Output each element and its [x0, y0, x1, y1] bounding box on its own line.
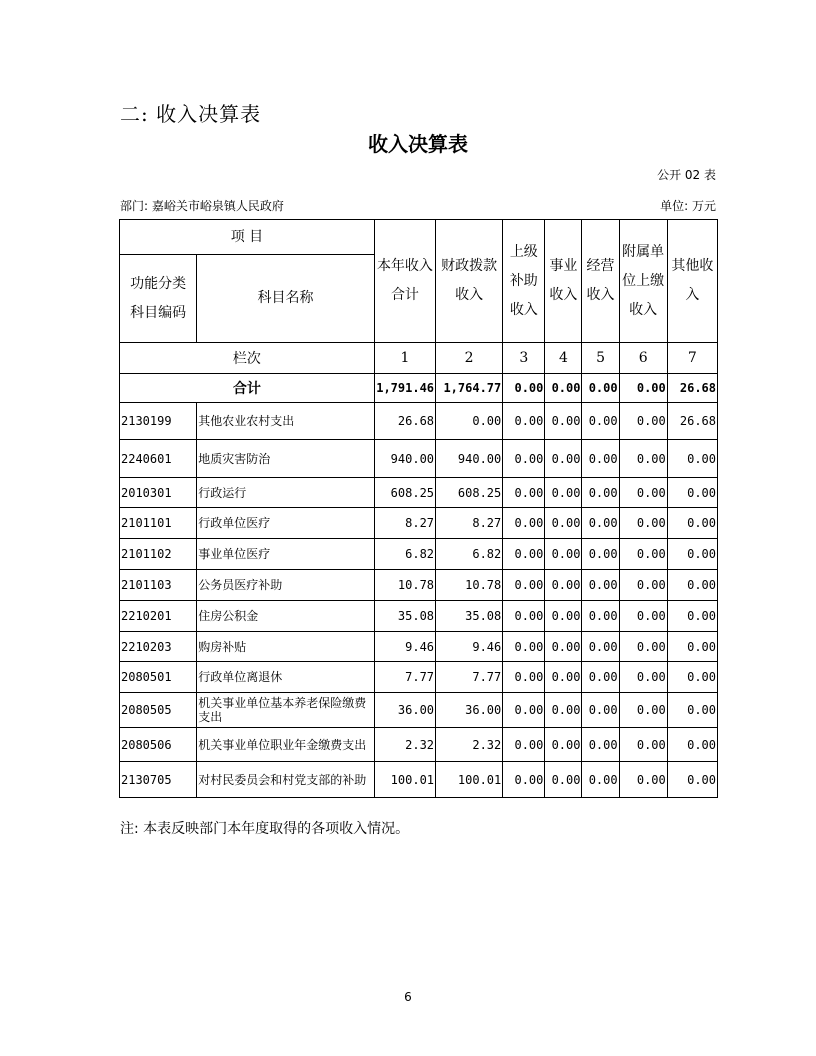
row-value: 0.00 — [619, 539, 667, 570]
row-value: 0.00 — [545, 662, 582, 693]
row-value: 0.00 — [582, 403, 619, 440]
row-value: 0.00 — [667, 570, 717, 601]
row-code: 2130199 — [120, 403, 197, 440]
row-value: 7.77 — [374, 662, 435, 693]
row-value: 0.00 — [545, 762, 582, 798]
row-value: 0.00 — [667, 508, 717, 539]
row-value: 7.77 — [436, 662, 503, 693]
row-value: 0.00 — [545, 403, 582, 440]
total-label: 合计 — [120, 374, 375, 403]
row-value: 10.78 — [436, 570, 503, 601]
row-value: 26.68 — [667, 403, 717, 440]
col-header-3: 上级补助收入 — [503, 220, 545, 343]
page-number: 6 — [404, 990, 412, 1004]
row-value: 0.00 — [619, 728, 667, 762]
row-value: 2.32 — [374, 728, 435, 762]
row-value: 0.00 — [503, 762, 545, 798]
row-code: 2210203 — [120, 632, 197, 662]
row-value: 0.00 — [619, 662, 667, 693]
table-row — [120, 762, 718, 798]
table-row — [120, 539, 718, 570]
row-value: 0.00 — [619, 601, 667, 632]
row-value: 0.00 — [582, 570, 619, 601]
index-cell: 2 — [436, 343, 503, 374]
row-subject-name: 行政单位离退休 — [197, 662, 375, 693]
row-value: 0.00 — [503, 570, 545, 601]
row-subject-name: 机关事业单位基本养老保险缴费支出 — [197, 693, 375, 728]
row-value: 0.00 — [619, 693, 667, 728]
row-code: 2080505 — [120, 693, 197, 728]
row-value: 0.00 — [545, 601, 582, 632]
row-value: 0.00 — [619, 762, 667, 798]
row-value: 0.00 — [582, 440, 619, 478]
row-value: 0.00 — [503, 508, 545, 539]
row-value: 9.46 — [436, 632, 503, 662]
form-number: 公开 02 表 — [657, 168, 716, 182]
row-value: 0.00 — [545, 539, 582, 570]
department-label: 部门: 嘉峪关市峪泉镇人民政府 — [120, 199, 284, 213]
row-value: 0.00 — [545, 632, 582, 662]
unit-label: 单位: 万元 — [660, 199, 716, 213]
row-subject-name: 购房补贴 — [197, 632, 375, 662]
row-value: 0.00 — [503, 440, 545, 478]
index-cell: 4 — [545, 343, 582, 374]
total-cell: 0.00 — [619, 374, 667, 403]
table-row — [120, 403, 718, 440]
row-value: 10.78 — [374, 570, 435, 601]
row-value: 36.00 — [374, 693, 435, 728]
row-code: 2240601 — [120, 440, 197, 478]
row-value: 0.00 — [619, 403, 667, 440]
section-heading: 二: 收入决算表 — [120, 102, 262, 126]
row-value: 35.08 — [436, 601, 503, 632]
table-row — [120, 632, 718, 662]
col-header-2: 财政拨款收入 — [436, 220, 503, 343]
row-value: 0.00 — [545, 693, 582, 728]
row-value: 26.68 — [374, 403, 435, 440]
table-row — [120, 478, 718, 508]
row-code: 2130705 — [120, 762, 197, 798]
row-subject-name: 行政单位医疗 — [197, 508, 375, 539]
row-subject-name: 公务员医疗补助 — [197, 570, 375, 601]
row-value: 0.00 — [503, 601, 545, 632]
row-value: 0.00 — [545, 440, 582, 478]
index-cell: 7 — [667, 343, 717, 374]
header-item: 项 目 — [120, 220, 375, 255]
row-value: 0.00 — [667, 728, 717, 762]
row-code: 2101103 — [120, 570, 197, 601]
table-row — [120, 728, 718, 762]
col-header-5: 经营收入 — [582, 220, 619, 343]
row-code: 2080501 — [120, 662, 197, 693]
row-value: 0.00 — [503, 403, 545, 440]
income-table — [119, 219, 718, 798]
row-value: 0.00 — [582, 662, 619, 693]
page-title: 收入决算表 — [368, 132, 468, 156]
row-value: 36.00 — [436, 693, 503, 728]
row-value: 6.82 — [374, 539, 435, 570]
header-subject-name: 科目名称 — [197, 255, 375, 343]
total-cell: 26.68 — [667, 374, 717, 403]
table-row — [120, 601, 718, 632]
row-value: 0.00 — [582, 693, 619, 728]
row-value: 9.46 — [374, 632, 435, 662]
col-header-6: 附属单位上缴收入 — [619, 220, 667, 343]
row-value: 0.00 — [667, 662, 717, 693]
row-value: 0.00 — [619, 632, 667, 662]
row-value: 8.27 — [436, 508, 503, 539]
row-value: 0.00 — [619, 570, 667, 601]
total-cell: 1,764.77 — [436, 374, 503, 403]
row-value: 0.00 — [619, 440, 667, 478]
row-value: 940.00 — [436, 440, 503, 478]
row-value: 100.01 — [374, 762, 435, 798]
row-code: 2210201 — [120, 601, 197, 632]
row-value: 0.00 — [582, 632, 619, 662]
row-value: 0.00 — [545, 508, 582, 539]
row-value: 0.00 — [503, 662, 545, 693]
row-value: 0.00 — [545, 570, 582, 601]
row-subject-name: 事业单位医疗 — [197, 539, 375, 570]
row-value: 0.00 — [619, 478, 667, 508]
row-code: 2101102 — [120, 539, 197, 570]
row-subject-name: 行政运行 — [197, 478, 375, 508]
row-value: 0.00 — [582, 539, 619, 570]
row-value: 100.01 — [436, 762, 503, 798]
row-value: 0.00 — [436, 403, 503, 440]
row-value: 0.00 — [582, 762, 619, 798]
row-value: 8.27 — [374, 508, 435, 539]
total-cell: 0.00 — [582, 374, 619, 403]
row-value: 0.00 — [582, 728, 619, 762]
row-value: 0.00 — [503, 539, 545, 570]
row-value: 0.00 — [667, 693, 717, 728]
row-subject-name: 地质灾害防治 — [197, 440, 375, 478]
row-value: 608.25 — [374, 478, 435, 508]
row-value: 0.00 — [667, 601, 717, 632]
row-value: 0.00 — [582, 508, 619, 539]
table-row — [120, 570, 718, 601]
row-value: 0.00 — [582, 601, 619, 632]
row-value: 0.00 — [503, 728, 545, 762]
total-cell: 1,791.46 — [374, 374, 435, 403]
row-value: 0.00 — [667, 762, 717, 798]
row-value: 0.00 — [503, 693, 545, 728]
col-header-7: 其他收入 — [667, 220, 717, 343]
row-code: 2010301 — [120, 478, 197, 508]
index-cell: 3 — [503, 343, 545, 374]
row-subject-name: 其他农业农村支出 — [197, 403, 375, 440]
row-code: 2080506 — [120, 728, 197, 762]
row-value: 0.00 — [545, 728, 582, 762]
row-subject-name: 机关事业单位职业年金缴费支出 — [197, 728, 375, 762]
row-value: 0.00 — [545, 478, 582, 508]
table-row — [120, 662, 718, 693]
col-header-4: 事业收入 — [545, 220, 582, 343]
table-row — [120, 508, 718, 539]
row-subject-name: 住房公积金 — [197, 601, 375, 632]
index-cell: 1 — [374, 343, 435, 374]
row-value: 0.00 — [619, 508, 667, 539]
col-header-1: 本年收入合计 — [374, 220, 435, 343]
total-cell: 0.00 — [545, 374, 582, 403]
row-value: 0.00 — [503, 478, 545, 508]
row-value: 0.00 — [667, 478, 717, 508]
row-code: 2101101 — [120, 508, 197, 539]
row-value: 6.82 — [436, 539, 503, 570]
row-value: 35.08 — [374, 601, 435, 632]
row-value: 0.00 — [667, 539, 717, 570]
row-value: 608.25 — [436, 478, 503, 508]
header-func-code: 功能分类科目编码 — [120, 255, 197, 343]
table-row — [120, 440, 718, 478]
row-value: 0.00 — [503, 632, 545, 662]
table-row — [120, 693, 718, 728]
row-value: 940.00 — [374, 440, 435, 478]
index-cell: 5 — [582, 343, 619, 374]
index-cell: 6 — [619, 343, 667, 374]
footnote: 注: 本表反映部门本年度取得的各项收入情况。 — [120, 821, 410, 837]
row-value: 0.00 — [667, 632, 717, 662]
row-value: 2.32 — [436, 728, 503, 762]
row-subject-name: 对村民委员会和村党支部的补助 — [197, 762, 375, 798]
row-value: 0.00 — [667, 440, 717, 478]
total-cell: 0.00 — [503, 374, 545, 403]
row-value: 0.00 — [582, 478, 619, 508]
index-label: 栏次 — [120, 343, 375, 374]
